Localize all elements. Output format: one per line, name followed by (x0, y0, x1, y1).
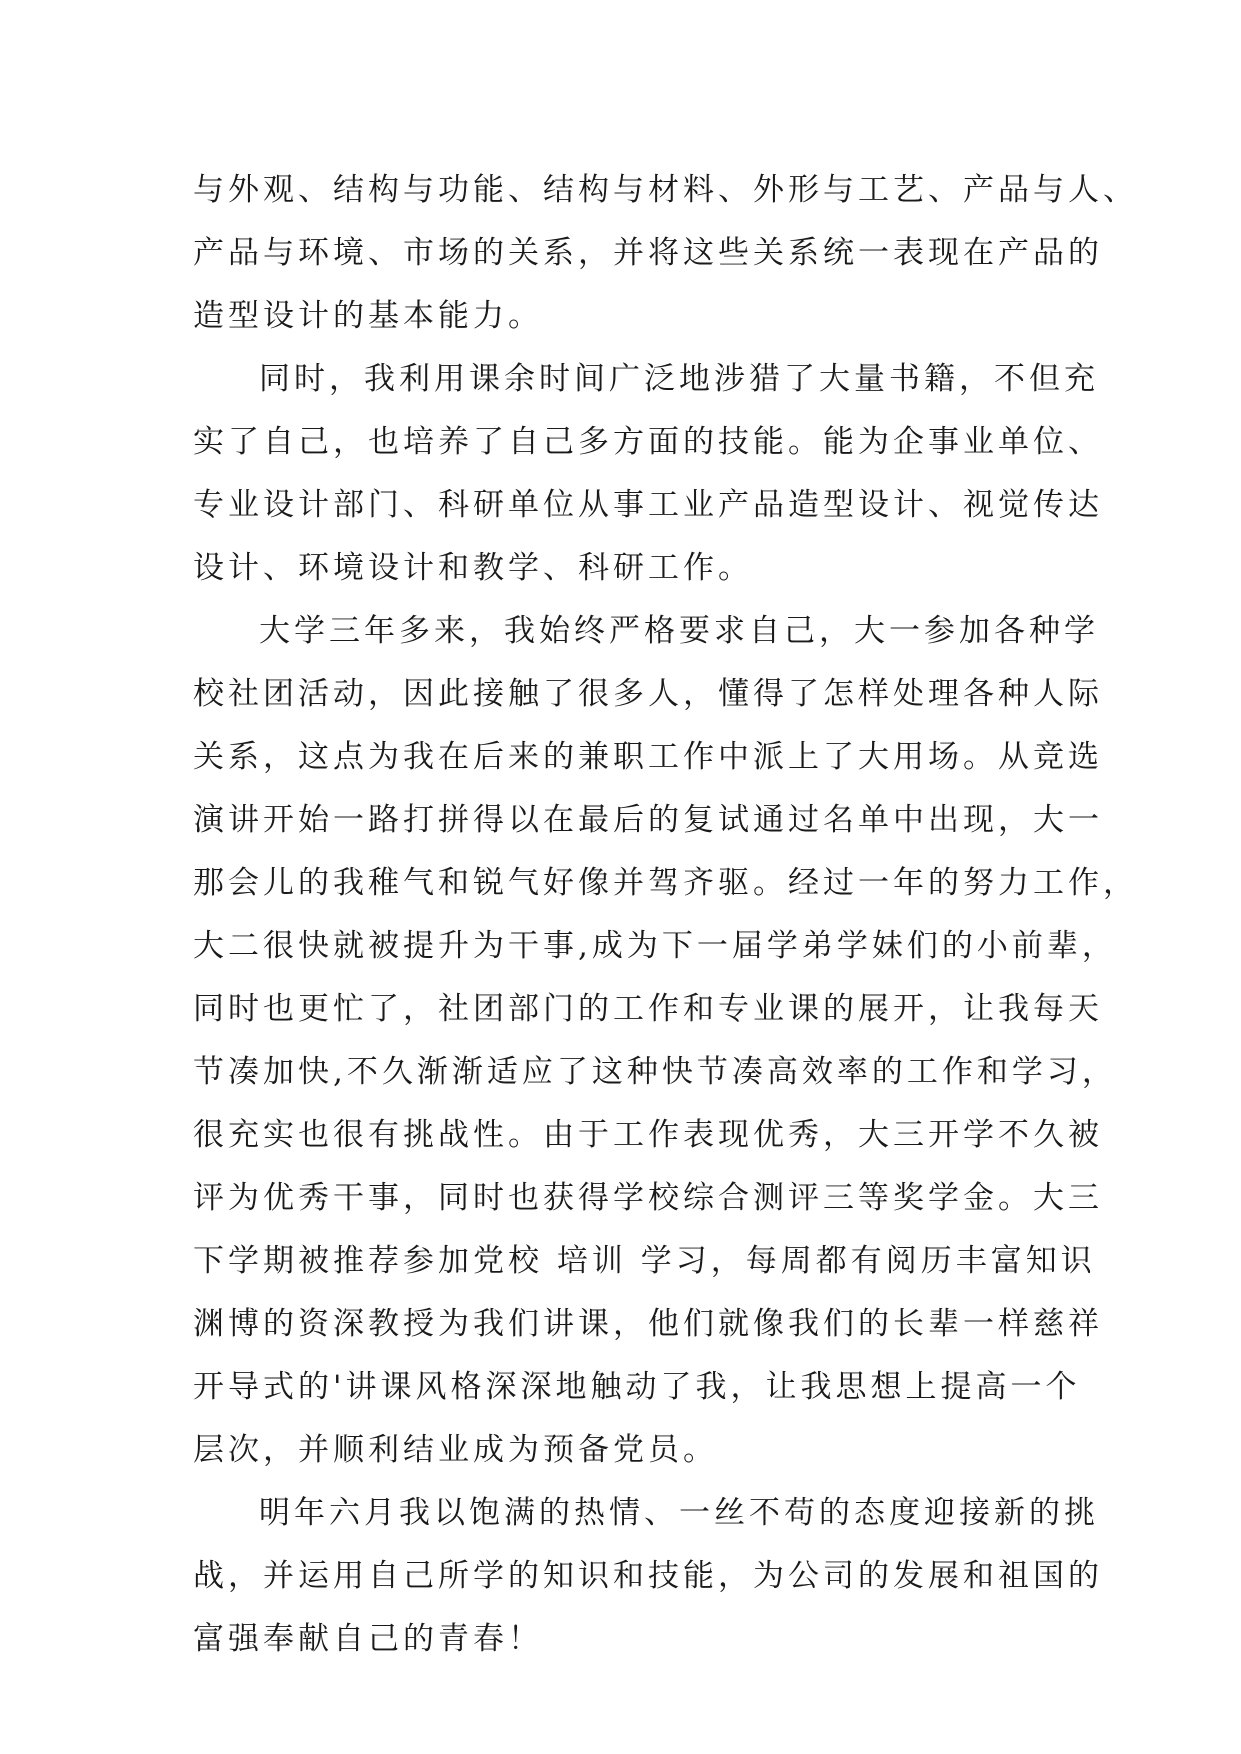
text-line: 战，并运用自己所学的知识和技能，为公司的发展和祖国的 (193, 1558, 1103, 1594)
paragraph-3 (193, 600, 1138, 1482)
text-line: 很充实也很有挑战性。由于工作表现优秀，大三开学不久被 (193, 1117, 1103, 1153)
document-body (193, 159, 1138, 1671)
text-line: 层次，并顺利结业成为预备党员。 (193, 1432, 718, 1468)
text-line: 与外观、结构与功能、结构与材料、外形与工艺、产品与人、 (193, 172, 1138, 208)
text-line: 评为优秀干事，同时也获得学校综合测评三等奖学金。大三 (193, 1180, 1103, 1216)
text-line: 大学三年多来，我始终严格要求自己，大一参加各种学 (259, 613, 1099, 649)
text-line: 专业设计部门、科研单位从事工业产品造型设计、视觉传达 (193, 487, 1103, 523)
text-line: 同时，我利用课余时间广泛地涉猎了大量书籍，不但充 (259, 361, 1099, 397)
text-line: 同时也更忙了，社团部门的工作和专业课的展开，让我每天 (193, 991, 1103, 1027)
text-line: 实了自己，也培养了自己多方面的技能。能为企事业单位、 (193, 424, 1103, 460)
text-line: 明年六月我以饱满的热情、一丝不苟的态度迎接新的挑 (259, 1495, 1099, 1531)
text-line: 关系，这点为我在后来的兼职工作中派上了大用场。从竞选 (193, 739, 1103, 775)
text-line: 富强奉献自己的青春！ (193, 1621, 543, 1657)
text-line: 演讲开始一路打拼得以在最后的复试通过名单中出现，大一 (193, 802, 1103, 838)
text-line: 开导式的'讲课风格深深地触动了我，让我思想上提高一个 (193, 1369, 1081, 1405)
text-line: 造型设计的基本能力。 (193, 298, 543, 334)
paragraph-2 (193, 348, 1103, 600)
text-line: 节凑加快,不久渐渐适应了这种快节凑高效率的工作和学习， (193, 1054, 1117, 1090)
text-line: 渊博的资深教授为我们讲课，他们就像我们的长辈一样慈祥 (193, 1306, 1103, 1342)
text-line: 那会儿的我稚气和锐气好像并驾齐驱。经过一年的努力工作， (193, 865, 1138, 901)
paragraph-1 (193, 159, 1138, 348)
text-line: 设计、环境设计和教学、科研工作。 (193, 550, 753, 586)
text-line: 大二很快就被提升为干事,成为下一届学弟学妹们的小前辈， (193, 928, 1117, 964)
text-line: 校社团活动，因此接触了很多人，懂得了怎样处理各种人际 (193, 676, 1103, 712)
text-line: 产品与环境、市场的关系，并将这些关系统一表现在产品的 (193, 235, 1103, 271)
text-line: 下学期被推荐参加党校 培训 学习，每周都有阅历丰富知识 (193, 1243, 1096, 1279)
paragraph-4 (193, 1482, 1103, 1671)
